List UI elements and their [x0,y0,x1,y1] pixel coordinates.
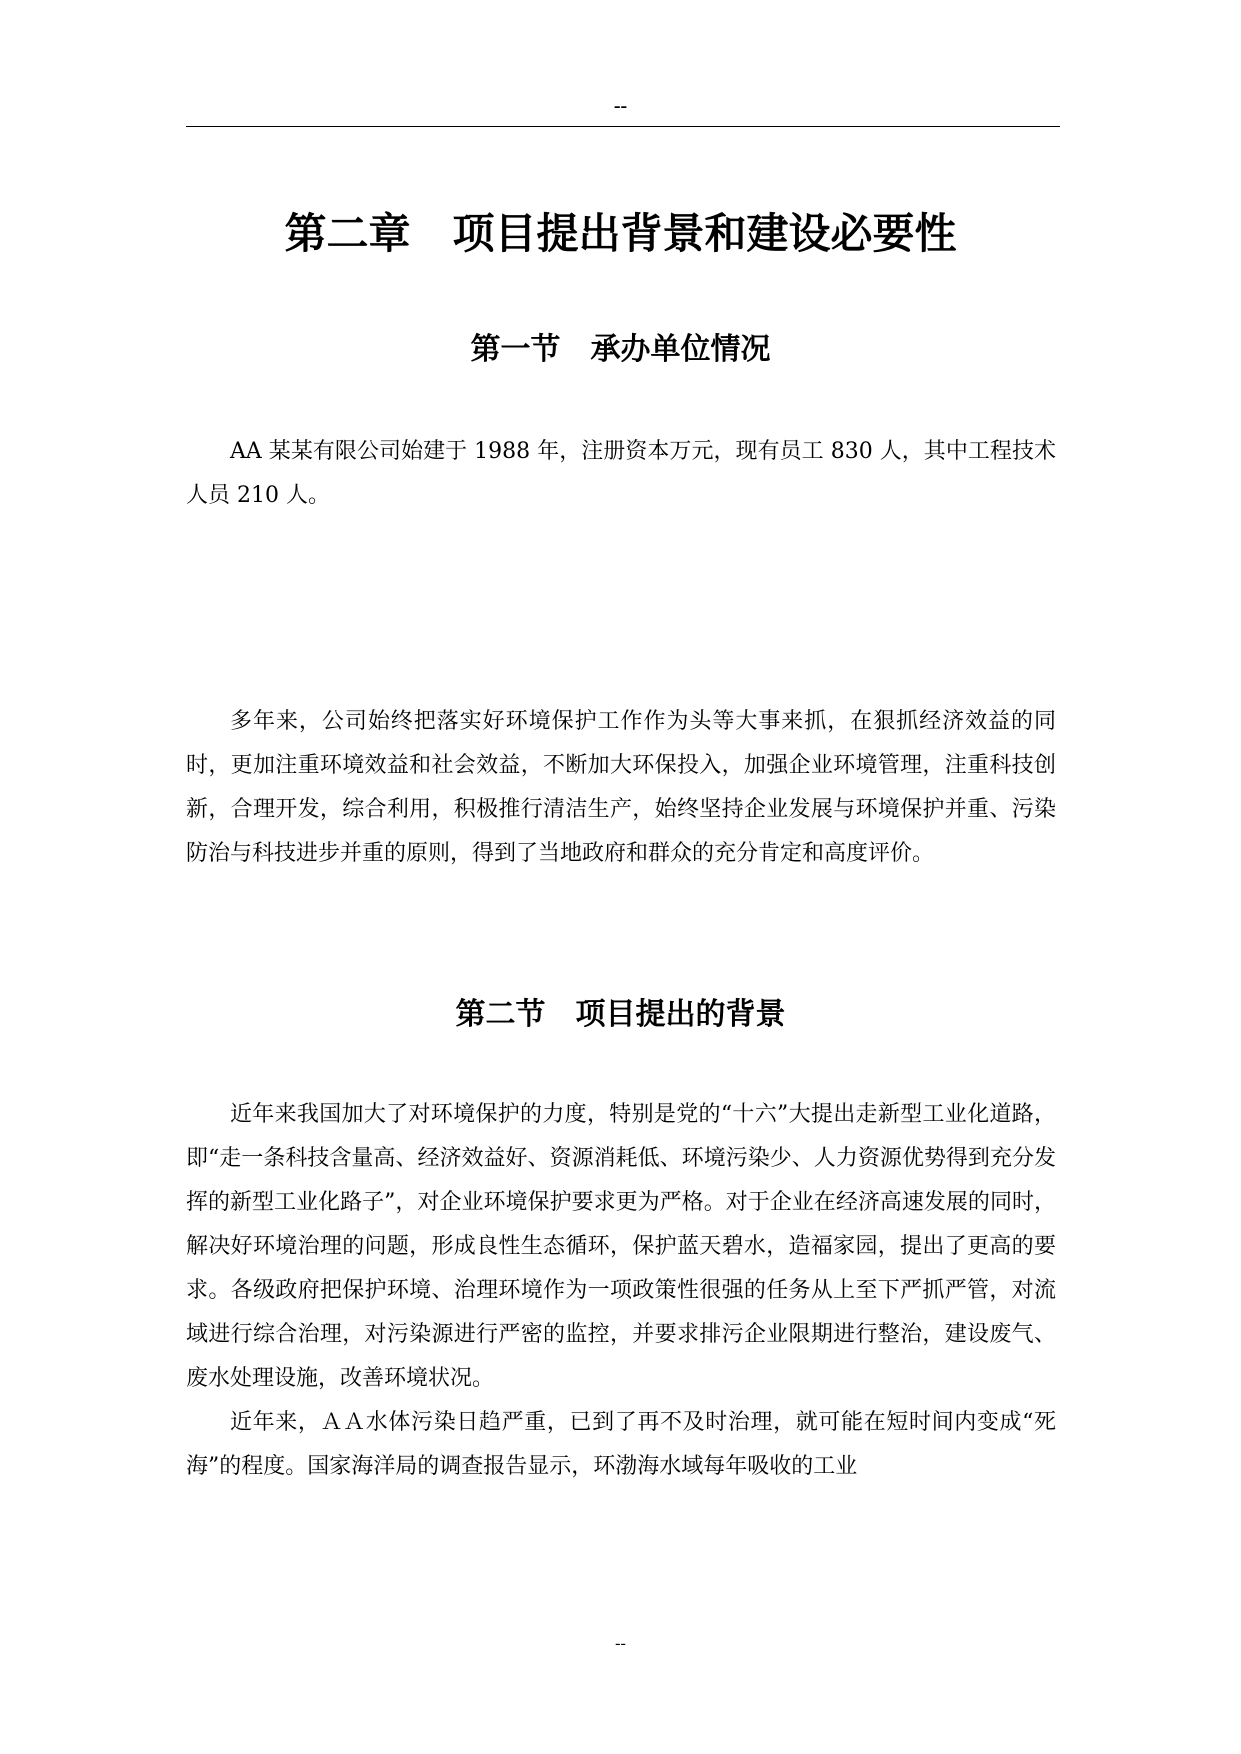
page-footer-mark: -- [615,1635,626,1652]
chapter-title: 第二章 项目提出背景和建设必要性 [284,209,957,258]
section-1-paragraph-2-block [186,700,1056,876]
page-header-mark: -- [613,95,628,117]
section-2-title: 第二节 项目提出的背景 [455,997,786,1032]
section-1-paragraph-1-block [186,430,1056,518]
header-rule [186,126,1060,127]
section-2-paragraph-2: 近年来，ＡＡ水体污染日趋严重，已到了再不及时治理，就可能在短时间内变成“死海”的程度。国家海洋局的调查报告显示，环渤海水域每年吸收的工业 [186,1410,1056,1479]
section-1-paragraph-2: 多年来，公司始终把落实好环境保护工作作为头等大事来抓，在狠抓经济效益的同时，更加注重环境效益和社会效益，不断加大环保投入，加强企业环境管理，注重科技创新，合理开发，综合利用，积极推行清洁生产，始终坚持企业发展与环境保护并重、污染防治与科技进步并重的原则，得到了当地政府和群众的充分肯定和高度评价。 [186,709,1056,866]
section-1-title: 第一节 承办单位情况 [470,332,771,367]
section-2-paragraph-1: 近年来我国加大了对环境保护的力度，特别是党的“十六”大提出走新型工业化道路，即“走一条科技含量高、经济效益好、资源消耗低、环境污染少、人力资源优势得到充分发挥的新型工业化路子”，对企业环境保护要求更为严格。对于企业在经济高速发展的同时，解决好环境治理的问题，形成良性生态循环，保护蓝天碧水，造福家园，提出了更高的要求。各级政府把保护环境、治理环境作为一项政策性很强的任务从上至下严抓严管，对流域进行综合治理，对污染源进行严密的监控，并要求排污企业限期进行整治，建设废气、废水处理设施，改善环境状况。 [186,1102,1056,1391]
section-1-paragraph-1: AA 某某有限公司始建于 1988 年，注册资本万元，现有员工 830 人，其中工程技术人员 210 人。 [186,439,1056,508]
section-2-body [186,1093,1056,1489]
